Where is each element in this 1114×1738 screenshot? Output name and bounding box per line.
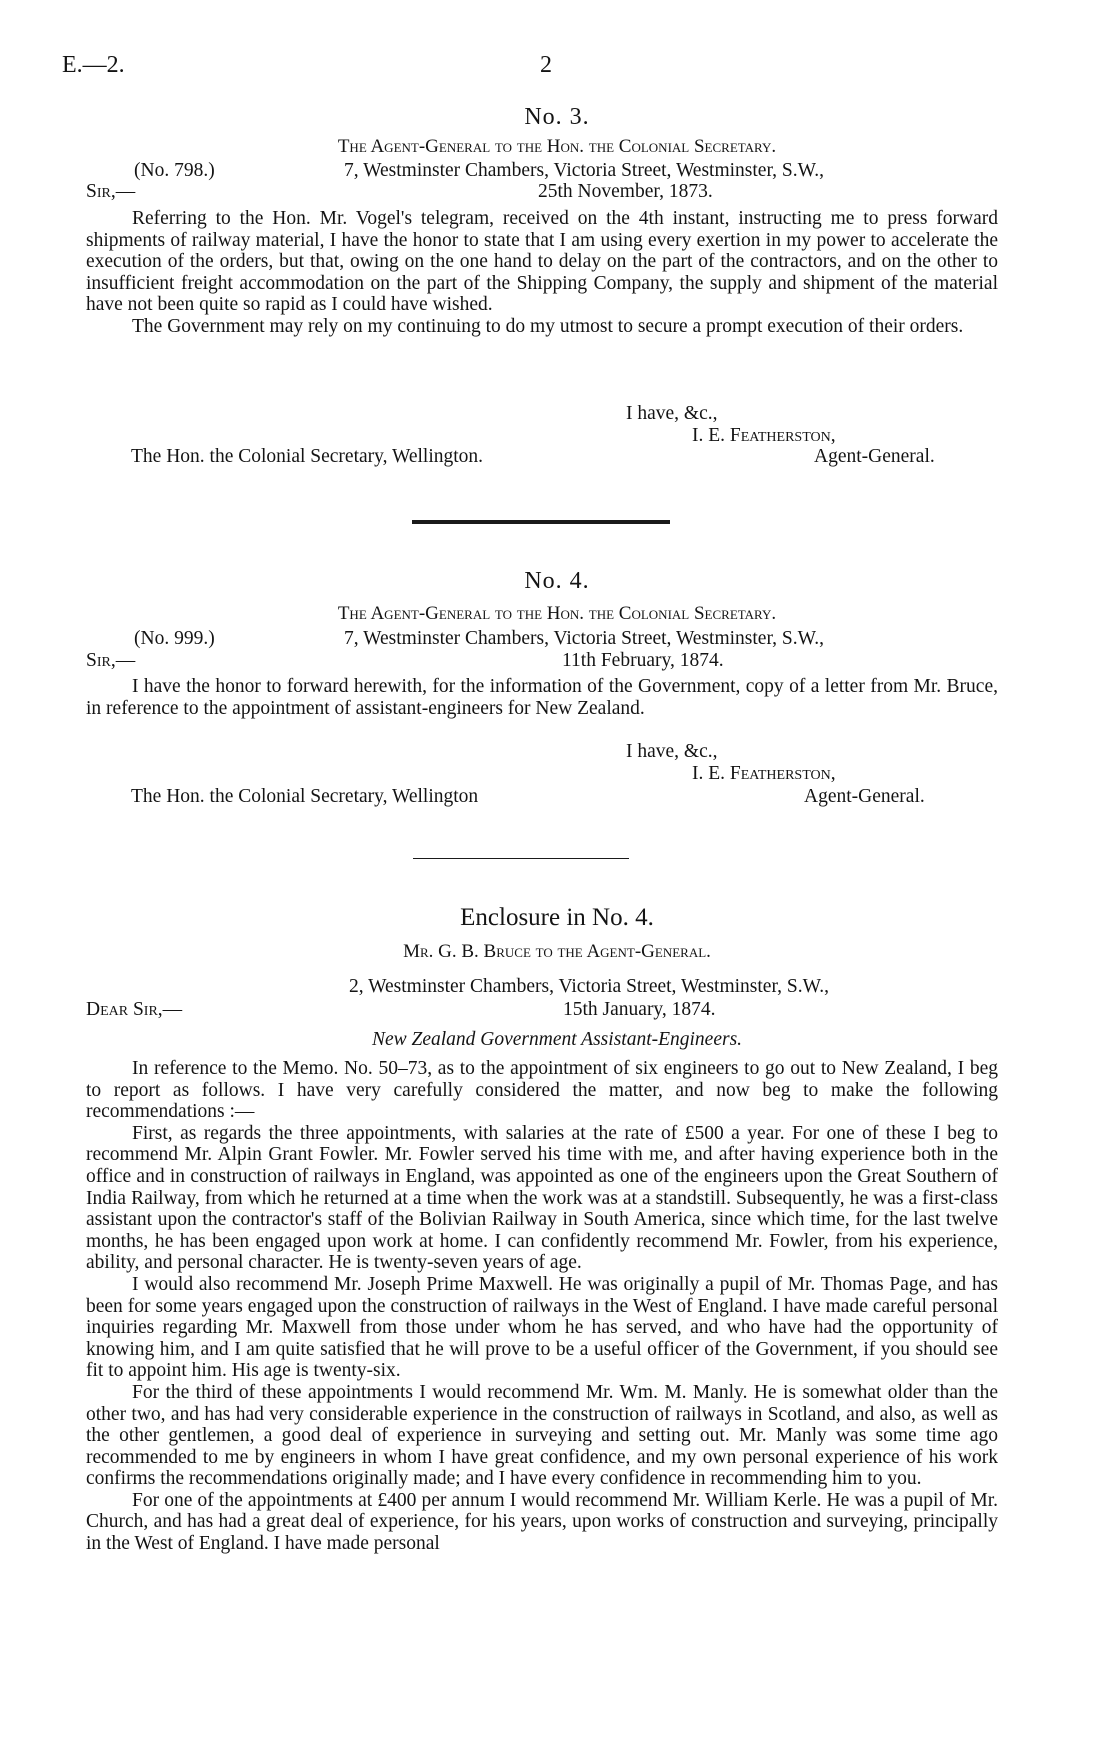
body-paragraph: I would also recommend Mr. Joseph Prime Maxwell. He was originally a pupil of Mr. Thomas Page, and has been for some years engaged upon the construction of railways in the West of England. I have made careful personal inquiries regarding Mr. Maxwell from those under whom he has served, and who have had the opportunity of knowing him, and I am quite satisfied that he will prove to be a useful officer of the Government, if you should see fit to appoint him. His age is twenty-six. xyxy=(86,1273,998,1382)
letter-date: 15th January, 1874. xyxy=(563,999,716,1020)
section-divider xyxy=(413,858,629,859)
body-paragraph: I have the honor to forward herewith, for the information of the Government, copy of a letter from Mr. Bruce, in reference to the appointment of assistant-engineers for New Zealand. xyxy=(86,676,998,719)
signature-title: Agent-General. xyxy=(804,786,925,807)
letter-ref-number: (No. 999.) xyxy=(134,628,215,649)
salutation: Sir,— xyxy=(86,181,136,202)
letter-route: Mr. G. B. Bruce to the Agent-General. xyxy=(403,941,711,962)
signature-title: Agent-General. xyxy=(814,446,935,467)
sender-address: 2, Westminster Chambers, Victoria Street, Westminster, S.W., xyxy=(349,976,830,997)
letter-title: No. 4. xyxy=(524,568,590,594)
salutation: Sir,— xyxy=(86,650,136,671)
body-paragraph: For the third of these appointments I would recommend Mr. Wm. M. Manly. He is somewhat older than the other two, and has had very considerable experience in the construction of railways in Scotland, and also, as well as the other gentlemen, a good deal of experience in surveying and setting out. Mr. Manly was some time ago recommended to me by engineers in whom I have great confidence, and my own personal experience of his work confirms the recommendations originally made; and I have every confidence in recommending him to you. xyxy=(86,1381,998,1490)
letter-title: No. 3. xyxy=(524,104,590,130)
document-reference: E.—2. xyxy=(62,52,125,78)
addressee: The Hon. the Colonial Secretary, Wellington xyxy=(131,786,479,807)
salutation: Dear Sir,— xyxy=(86,999,183,1020)
letter-route: The Agent-General to the Hon. the Colonial Secretary. xyxy=(337,603,777,624)
closing: I have, &c., xyxy=(626,403,718,424)
section-divider xyxy=(412,520,670,524)
sender-address: 7, Westminster Chambers, Victoria Street, Westminster, S.W., xyxy=(344,160,825,181)
addressee: The Hon. the Colonial Secretary, Wellington. xyxy=(131,446,484,467)
closing: I have, &c., xyxy=(626,741,718,762)
body-paragraph: First, as regards the three appointments, with salaries at the rate of £500 a year. For one of these I beg to recommend Mr. Alpin Grant Fowler. Mr. Fowler served his time with me, and after having experience both in the office and in construction of railways in England, was appointed as one of the engineers upon the Great Southern of India Railway, from which he returned at a time when the work was at a standstill. Subsequently, he was a first-class assistant upon the contractor's staff of the Bolivian Railway in South America, since which time, for the last twelve months, he has been engaged upon work at home. I can confidently recommend Mr. Fowler, from his experience, ability, and personal character. He is twenty-seven years of age. xyxy=(86,1122,998,1274)
body-paragraph: The Government may rely on my continuing to do my utmost to secure a prompt execution of their orders. xyxy=(132,315,964,337)
letter-ref-number: (No. 798.) xyxy=(134,160,215,181)
letter-body xyxy=(86,676,998,719)
letter-route: The Agent-General to the Hon. the Colonial Secretary. xyxy=(337,136,777,157)
body-paragraph: Referring to the Hon. Mr. Vogel's telegram, received on the 4th instant, instructing me to press forward shipments of railway material, I have the honor to state that I am using every exertion in my power to accelerate the execution of the orders, but that, owing on the one hand to delay on the part of the contractors, and on the other to insufficient freight accommodation on the part of the Shipping Company, the supply and shipment of the material have not been quite so rapid as I could have wished. xyxy=(86,208,998,316)
signature: I. E. Featherston, xyxy=(692,763,836,784)
letter-date: 25th November, 1873. xyxy=(538,181,713,202)
body-paragraph: In reference to the Memo. No. 50–73, as to the appointment of six engineers to go out to New Zealand, I beg to report as follows. I have very carefully considered the matter, and now beg to make the following recommendations :— xyxy=(86,1058,998,1123)
letter-body xyxy=(86,1058,998,1555)
letter-date: 11th February, 1874. xyxy=(562,650,724,671)
page-number: 2 xyxy=(540,52,552,78)
letter-body xyxy=(86,208,998,338)
sender-address: 7, Westminster Chambers, Victoria Street, Westminster, S.W., xyxy=(344,628,825,649)
body-paragraph: For one of the appointments at £400 per annum I would recommend Mr. William Kerle. He was a pupil of Mr. Church, and has had a great deal of experience, for his years, upon works of construction and surveying, principally in the West of England. I have made personal xyxy=(86,1489,998,1555)
signature: I. E. Featherston, xyxy=(692,425,836,446)
letter-subject: New Zealand Government Assistant-Engineers. xyxy=(371,1029,743,1050)
enclosure-title: Enclosure in No. 4. xyxy=(460,904,654,931)
